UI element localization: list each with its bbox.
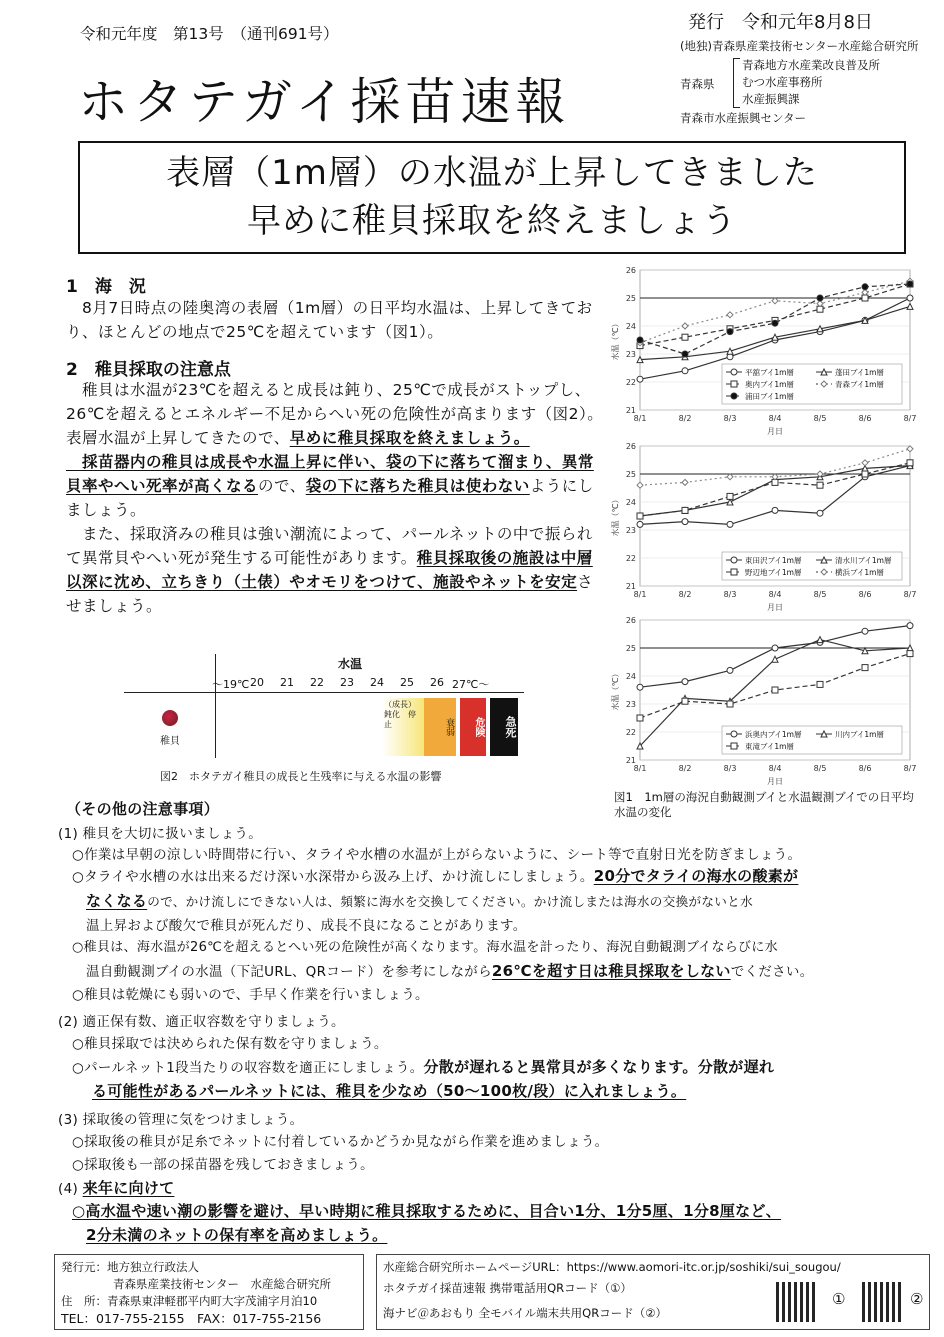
data-point xyxy=(731,731,737,737)
data-point xyxy=(907,303,913,309)
figure-2 xyxy=(120,650,540,790)
y-tick-label: 25 xyxy=(625,294,636,303)
text: また、採取済みの稚貝は強い潮流によって、パールネットの中で振られて異常貝やへい死が発生する可能性があります。 xyxy=(66,525,593,567)
legend-label: 蓬田ブイ1m層 xyxy=(835,368,884,377)
y-tick-label: 26 xyxy=(625,442,636,451)
data-point xyxy=(682,479,688,485)
data-point xyxy=(731,557,737,563)
data-point xyxy=(817,482,823,488)
fig2-growth-box: （成長）鈍化 停止 xyxy=(382,698,424,756)
y-tick-label: 21 xyxy=(625,406,636,415)
section1-heading: 1 海 況 xyxy=(66,277,146,297)
fig2-tick-label: 21 xyxy=(280,676,294,689)
legend-label: 青森ブイ1m層 xyxy=(835,380,884,389)
fig2-tick-label: 26 xyxy=(430,676,444,689)
y-tick-label: 26 xyxy=(625,616,636,625)
data-point xyxy=(682,334,688,340)
headline-line2: 早めに稚貝採取を終えましょう xyxy=(247,201,737,241)
data-point xyxy=(682,351,688,357)
series-line xyxy=(640,654,910,718)
fig2-tick-label: 23 xyxy=(340,676,354,689)
x-tick-label: 8/1 xyxy=(633,590,647,599)
x-axis-label: 月日 xyxy=(767,427,783,436)
legend-label: 奥内ブイ1m層 xyxy=(745,380,794,389)
x-tick-label: 8/5 xyxy=(813,590,827,599)
note-item: ○高水温や速い潮の影響を避け、早い時期に稚貝採取するために、目合い1分、1分5厘、1分8厘など、 xyxy=(72,1202,782,1220)
data-point xyxy=(682,679,688,685)
x-tick-label: 8/3 xyxy=(723,590,737,599)
data-point xyxy=(907,623,913,629)
footer-address: 住 所：青森県東津軽郡平内町大字茂浦字月泊10 xyxy=(61,1294,318,1308)
section2-heading: 2 稚貝採取の注意点 xyxy=(66,360,231,380)
data-point xyxy=(727,493,733,499)
org-bracket xyxy=(733,58,740,108)
footer-pub1: 発行元：地方独立行政法人 xyxy=(61,1260,199,1274)
data-point xyxy=(907,651,913,657)
data-point xyxy=(772,656,778,662)
data-point xyxy=(637,521,643,527)
note-item: る可能性があるパールネットには、稚貝を少なめ（50～100枚/段）に入れましょう。 xyxy=(92,1082,687,1100)
fig2-tick-label: 22 xyxy=(310,676,324,689)
text: 温自動観測ブイの水温（下記URL、QRコード）を参考にしながら xyxy=(86,964,492,980)
y-tick-label: 22 xyxy=(625,728,636,737)
qr-code-1[interactable] xyxy=(776,1282,816,1322)
x-axis-label: 月日 xyxy=(767,603,783,612)
note-item xyxy=(72,1056,774,1077)
fig1-caption: 図1 1m層の海況自動観測ブイと水温観測ブイでの日平均水温の変化 xyxy=(614,790,914,819)
main-title: ホタテガイ採苗速報 xyxy=(78,73,571,131)
y-tick-label: 23 xyxy=(625,700,636,709)
emphasis: 採苗器内の稚貝は成長や水温上昇に伴い、袋の下に落ちて溜まり、異常貝率やへい死率が高くなる xyxy=(66,453,594,495)
text: でください。 xyxy=(730,964,814,980)
data-point xyxy=(862,665,868,671)
emphasis: 20分でタライの海水の酸素が xyxy=(593,867,799,885)
y-tick-label: 22 xyxy=(625,554,636,563)
legend-label: 清水川ブイ1m層 xyxy=(835,556,892,565)
x-axis-label: 月日 xyxy=(767,777,783,786)
data-point xyxy=(637,376,643,382)
qr-mark-1: ① xyxy=(832,1290,846,1308)
x-tick-label: 8/2 xyxy=(678,590,692,599)
x-tick-label: 8/1 xyxy=(633,764,647,773)
fig2-caption: 図2 ホタテガイ稚貝の成長と生残率に与える水温の影響 xyxy=(160,770,442,783)
emphasis: 袋の下に落ちた稚貝は使わない xyxy=(305,477,530,495)
data-point xyxy=(862,628,868,634)
emphasis: 分散が遅れると異常貝が多くなります。分散が遅れ xyxy=(423,1058,775,1076)
issue-date: 発行 令和元年8月8日 xyxy=(688,12,873,33)
data-point xyxy=(817,295,823,301)
text: ようにしましょう。 xyxy=(66,477,594,519)
y-tick-label: 25 xyxy=(625,470,636,479)
data-point xyxy=(727,521,733,527)
fig2-tick-label: ～19℃ xyxy=(212,678,250,691)
data-point xyxy=(637,715,643,721)
note-item xyxy=(72,865,798,886)
data-point xyxy=(682,507,688,513)
data-point xyxy=(817,681,823,687)
emphasis: 26℃を超す日は稚貝採取をしない xyxy=(491,962,731,980)
note-item xyxy=(86,960,814,981)
text: ので、かけ流しにできない人は、頻繁に海水を交換してください。かけ流しまたは海水の交換がないと水 xyxy=(147,894,753,909)
x-tick-label: 8/5 xyxy=(813,414,827,423)
qr-mark-2: ② xyxy=(910,1290,924,1308)
emphasis: 早めに稚貝採取を終えましょう。 xyxy=(289,429,530,447)
x-tick-label: 8/4 xyxy=(768,590,782,599)
data-point xyxy=(682,519,688,525)
emphasis: 来年に向けて xyxy=(82,1179,175,1197)
org-item: むつ水産事務所 xyxy=(742,75,823,89)
data-point xyxy=(637,337,643,343)
fig2-hline xyxy=(124,692,524,693)
y-tick-label: 23 xyxy=(625,350,636,359)
legend-label: 東田沢ブイ1m層 xyxy=(745,556,802,565)
y-tick-label: 24 xyxy=(625,322,636,331)
series-line xyxy=(640,306,910,359)
section2-body xyxy=(66,378,606,618)
fig2-tick-label: 20 xyxy=(250,676,264,689)
data-point xyxy=(907,446,913,452)
note-item: (3) 採取後の管理に気をつけましょう。 xyxy=(58,1112,304,1128)
footer-publisher xyxy=(54,1254,364,1330)
footer-tel: TEL：017-755-2155 FAX：017-755-2156 xyxy=(61,1311,322,1326)
y-tick-label: 24 xyxy=(625,498,636,507)
chart-3 xyxy=(610,614,932,790)
data-point xyxy=(727,329,733,335)
section1-body: 8月7日時点の陸奥湾の表層（1m層）の日平均水温は、上昇してきており、ほとんどの地点で25℃を超えています（図1）。 xyxy=(66,299,593,341)
data-point xyxy=(817,510,823,516)
data-point xyxy=(907,295,913,301)
y-axis-label: 水温（℃） xyxy=(611,495,620,537)
text: ○タライや水槽の水は出来るだけ深い水深帯から汲み上げ、かけ流しにしましょう。 xyxy=(72,869,594,885)
publisher-org: (地独)青森県産業技術センター水産総合研究所 xyxy=(680,39,919,53)
emphasis: 稚貝採取後の施設は中層以深に沈め、立ちきり（土俵）やオモリをつけて、施設やネットを安定 xyxy=(66,549,593,591)
data-point xyxy=(772,645,778,651)
headline-line1: 表層（1m層）の水温が上昇してきました xyxy=(166,153,818,193)
data-point xyxy=(727,312,733,318)
data-point xyxy=(731,743,737,749)
text: ○パールネット1段当たりの収容数を適正にしましょう。 xyxy=(72,1060,424,1076)
footer-links xyxy=(376,1254,930,1330)
note-item: ○採取後も一部の採苗器を残しておきましょう。 xyxy=(72,1157,374,1173)
data-point xyxy=(727,701,733,707)
y-tick-label: 23 xyxy=(625,526,636,535)
data-point xyxy=(637,684,643,690)
x-tick-label: 8/7 xyxy=(903,414,917,423)
qr-code-2[interactable] xyxy=(862,1282,902,1322)
x-tick-label: 8/6 xyxy=(858,764,872,773)
text: (4) xyxy=(58,1181,83,1197)
note-item: 温上昇および酸欠で稚貝が死んだり、成長不良になることがあります。 xyxy=(86,918,527,934)
x-tick-label: 8/4 xyxy=(768,414,782,423)
y-axis-label: 水温（℃） xyxy=(611,669,620,711)
footer-qr2-label: 海ナビ＠あおもり 全モバイル端末共用QRコード（②） xyxy=(383,1306,668,1320)
fig2-death-box: 急死 xyxy=(490,698,518,756)
data-point xyxy=(731,381,737,387)
note-item: ○稚貝は乾燥にも弱いので、手早く作業を行いましょう。 xyxy=(72,987,429,1003)
fig2-tick-label: 25 xyxy=(400,676,414,689)
legend-label: 浜奥内ブイ1m層 xyxy=(745,730,802,739)
data-point xyxy=(731,393,737,399)
legend-label: 浦田ブイ1m層 xyxy=(745,392,794,401)
footer-qr1-label: ホタテガイ採苗速報 携帯電話用QRコード（①） xyxy=(383,1281,632,1295)
x-tick-label: 8/2 xyxy=(678,764,692,773)
x-tick-label: 8/6 xyxy=(858,414,872,423)
y-tick-label: 21 xyxy=(625,756,636,765)
data-point xyxy=(731,569,737,575)
note-item: ○採取後の稚貝が足糸でネットに付着しているかどうか見ながら作業を進めましょう。 xyxy=(72,1134,609,1150)
issue-number: 令和元年度 第13号 （通刊691号） xyxy=(80,25,339,43)
legend-label: 平舘ブイ1m層 xyxy=(745,368,794,377)
data-point xyxy=(862,284,868,290)
data-point xyxy=(727,667,733,673)
y-tick-label: 24 xyxy=(625,672,636,681)
note-item xyxy=(58,1177,174,1198)
x-tick-label: 8/7 xyxy=(903,764,917,773)
headline-box xyxy=(78,141,906,254)
note-item: 2分未満のネットの保有率を高めましょう。 xyxy=(86,1226,388,1244)
y-tick-label: 21 xyxy=(625,582,636,591)
data-point xyxy=(772,687,778,693)
note-item: (1) 稚貝を大切に扱いましょう。 xyxy=(58,826,263,842)
org-item: 青森市水産振興センター xyxy=(680,111,807,125)
org-item: 青森地方水産業改良普及所 xyxy=(742,58,880,72)
text: ので、 xyxy=(258,477,306,495)
y-axis-label: 水温（℃） xyxy=(611,319,620,361)
data-point xyxy=(862,471,868,477)
y-tick-label: 26 xyxy=(625,266,636,275)
data-point xyxy=(862,460,868,466)
x-tick-label: 8/4 xyxy=(768,764,782,773)
footer-url[interactable]: 水産総合研究所ホームページURL：https://www.aomori-itc.or.jp/soshiki/sui_sougou/ xyxy=(383,1260,841,1274)
fig2-shell-label: 稚貝 xyxy=(160,736,180,747)
fig2-scale-label: 水温 xyxy=(338,657,363,671)
chart-1 xyxy=(610,264,932,440)
x-tick-label: 8/6 xyxy=(858,590,872,599)
notes-heading: （その他の注意事項） xyxy=(66,800,220,818)
footer-pub2: 青森県産業技術センター 水産総合研究所 xyxy=(113,1277,332,1291)
x-tick-label: 8/3 xyxy=(723,414,737,423)
data-point xyxy=(907,460,913,466)
data-point xyxy=(637,513,643,519)
data-point xyxy=(637,482,643,488)
x-tick-label: 8/5 xyxy=(813,764,827,773)
text: 稚貝は水温が23℃を超えると成長は鈍り、25℃で成長がストップし、26℃を超えるとエネルギー不足からへい死の危険性が高まります（図2）。表層水温が上昇してきたので、 xyxy=(66,381,604,447)
x-tick-label: 8/2 xyxy=(678,414,692,423)
scallop-icon xyxy=(162,710,178,726)
legend-label: 川内ブイ1m層 xyxy=(835,730,884,739)
note-item: ○作業は早朝の涼しい時間帯に行い、タライや水槽の水温が上がらないように、シート等で直射日光を防ぎましょう。 xyxy=(72,847,802,863)
fig2-weak-box: 衰弱 xyxy=(424,698,456,756)
text: させましょう。 xyxy=(66,573,594,615)
fig2-tick-label: 24 xyxy=(370,676,384,689)
data-point xyxy=(772,320,778,326)
data-point xyxy=(727,474,733,480)
note-item xyxy=(86,890,753,911)
chart-2 xyxy=(610,440,932,616)
legend-label: 東滝ブイ1m層 xyxy=(745,742,794,751)
note-item: (2) 適正保有数、適正収容数を守りましょう。 xyxy=(58,1014,345,1030)
org-item: 水産振興課 xyxy=(742,92,800,106)
fig2-tick-label: 27℃～ xyxy=(452,678,490,691)
data-point xyxy=(731,369,737,375)
legend-label: 横浜ブイ1m層 xyxy=(835,568,884,577)
pref-label: 青森県 xyxy=(680,77,715,91)
note-item: ○稚貝採取では決められた保有数を守りましょう。 xyxy=(72,1036,388,1052)
emphasis: なくなる xyxy=(86,892,148,910)
fig2-vline xyxy=(215,654,216,758)
x-tick-label: 8/7 xyxy=(903,590,917,599)
y-tick-label: 25 xyxy=(625,644,636,653)
legend-label: 野辺地ブイ1m層 xyxy=(745,568,802,577)
data-point xyxy=(682,368,688,374)
data-point xyxy=(772,298,778,304)
data-point xyxy=(682,323,688,329)
fig2-danger-box: 危険 xyxy=(460,698,486,756)
x-tick-label: 8/1 xyxy=(633,414,647,423)
data-point xyxy=(772,507,778,513)
note-item: ○稚貝は、海水温が26℃を超えるとへい死の危険性が高くなります。海水温を計ったり、海況自動観測ブイならびに水 xyxy=(72,940,778,955)
data-point xyxy=(682,698,688,704)
x-tick-label: 8/3 xyxy=(723,764,737,773)
y-tick-label: 22 xyxy=(625,378,636,387)
data-point xyxy=(907,281,913,287)
